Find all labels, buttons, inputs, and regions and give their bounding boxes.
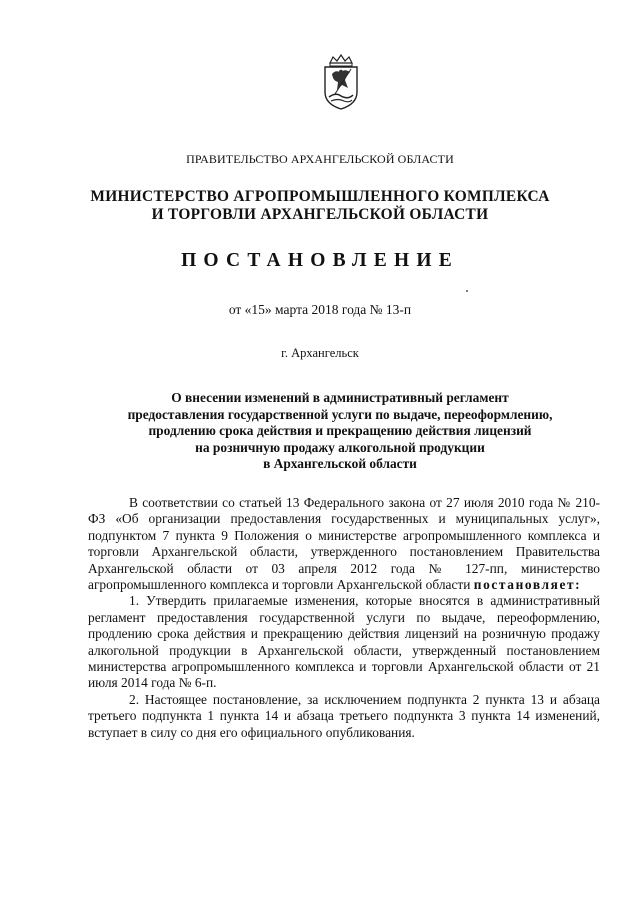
arkhangelsk-coat-of-arms-icon [318, 54, 364, 110]
document-subject [80, 390, 600, 473]
subject-line: предоставления государственной услуги по выдаче, переоформлению, [127, 406, 553, 422]
document-type-title: ПОСТАНОВЛЕНИЕ [181, 250, 459, 271]
ministry-name-line: МИНИСТЕРСТВО АГРОПРОМЫШЛЕННОГО КОМПЛЕКСА [90, 188, 550, 205]
decree-word: постановляет: [473, 577, 582, 593]
ministry-name-line: И ТОРГОВЛИ АРХАНГЕЛЬСКОЙ ОБЛАСТИ [151, 206, 489, 223]
stray-dot [466, 290, 468, 292]
document-city: г. Архангельск [281, 346, 359, 360]
subject-line: в Архангельской области [263, 456, 417, 471]
subject-line: продлению срока действия и прекращению действия лицензий [148, 423, 532, 438]
preamble-text: В соответствии со статьей 13 Федерального закона от 27 июля 2010 года № 210-ФЗ «Об организации предоставления государственных и муниципальных услуг», подпунктом 7 пункта 9 Положения о министерстве агропромышленного комплекса и торговли Архангельской области, утвержденного постановлением Правительства Архангельской области от 03 апреля 2012 года № 127-пп, министерство агропромышленного комплекса и торговли Архангельской области [88, 495, 600, 593]
preamble-paragraph [88, 495, 600, 593]
document-body [88, 495, 600, 741]
document-date-number: от «15» марта 2018 года № 13-п [228, 302, 412, 317]
subject-line: на розничную продажу алкогольной продукции [195, 439, 485, 455]
item-1-paragraph: 1. Утвердить прилагаемые изменения, которые вносятся в административный регламент предоставления государственной услуги по выдаче, переоформлению, продлению срока действия и прекращению действия лицензий на розничную продажу алкогольной продукции в Архангельской области, утвержденный постановлением министерства агропромышленного комплекса и торговли Архангельской области от 21 июля 2014 года № 6-п. [88, 593, 600, 691]
item-2-paragraph: 2. Настоящее постановление, за исключением подпункта 2 пункта 13 и абзаца третьего подпункта 1 пункта 14 и абзаца третьего подпункта 3 пункта 14 изменений, вступает в силу со дня его официального опубликования. [88, 691, 600, 740]
government-name: ПРАВИТЕЛЬСТВО АРХАНГЕЛЬСКОЙ ОБЛАСТИ [186, 152, 454, 166]
ministry-name [0, 188, 640, 224]
subject-line: О внесении изменений в административный регламент [171, 390, 509, 405]
